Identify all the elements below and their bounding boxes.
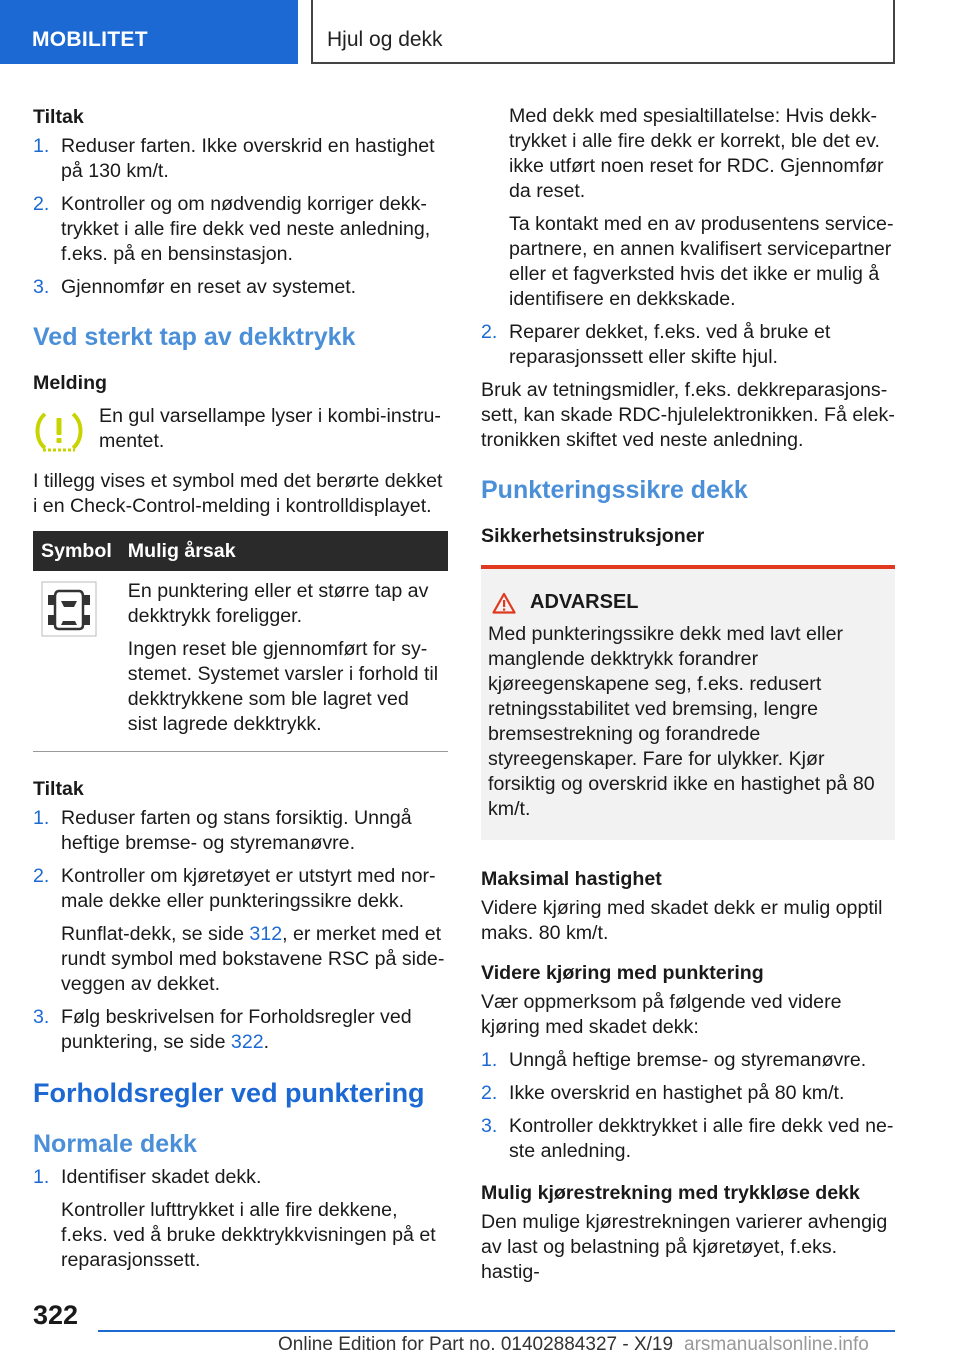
tiltak-heading-1: Tiltak <box>33 106 84 128</box>
table-header-arsak: Mulig årsak <box>120 531 448 571</box>
tire-pressure-lamp-icon <box>33 404 99 461</box>
videre-heading: Videre kjøring med punktering <box>481 962 764 984</box>
heading-normale-dekk: Normale dekk <box>33 1130 197 1158</box>
list-item: 2. Ikke overskrid en hastighet på 80 km/t. <box>481 1082 845 1104</box>
list-item: 3. Gjennomfør en reset av systemet. <box>33 276 357 298</box>
arsak-cell: En punktering eller et større tap av dekktrykk foreligger. Ingen reset ble gjennomført for systemet. Systemet varsler i forhold til dekktrykkene som ble lagret ved sist lagrede dekktrykk. <box>120 571 448 752</box>
table-header-symbol: Symbol <box>33 531 120 571</box>
tiltak-list-2 <box>33 806 448 1055</box>
list-item: 2. Reparer dekket, f.eks. ved å bruke et reparasjonssett eller skifte hjul. <box>481 321 831 368</box>
section-tab: MOBILITET <box>0 0 298 64</box>
warning-box <box>481 565 895 840</box>
list-item: 2. Kontroller om kjøretøyet er utstyrt med normale dekke eller punkteringssikre dekk. Runflat-dekk, se side 312, er merket med et rundt symbol med bokstavene RSC på sideveggen av dekket. <box>33 865 445 995</box>
videre-text: Vær oppmerksom på følgende ved videre kjøring med skadet dekk: <box>481 991 842 1038</box>
list-item: 3. Kontroller dekktrykket i alle fire dekk ved neste anledning. <box>481 1115 894 1162</box>
footer-edition: Online Edition for Part no. 01402884327 - X/19 <box>278 1334 674 1355</box>
list-item: 3. Følg beskrivelsen for Forholdsregler ved punktering, se side 322. <box>33 1006 412 1053</box>
left-column <box>33 100 448 1273</box>
list-item: 1. Reduser farten. Ikke overskrid en hastighet på 130 km/t. <box>33 135 435 182</box>
warning-message <box>33 404 448 461</box>
tetning-text: Bruk av tetningsmidler, f.eks. dekkreparasjonssett, kan skade RDC-hjulelektronikken. Få elektronikken skiftet ved neste anledning. <box>481 379 895 451</box>
list-item: 1. Unngå heftige bremse- og styremanøvre. <box>481 1049 867 1071</box>
right-column <box>481 100 895 1285</box>
heading-forholdsregler: Forholdsregler ved punktering <box>33 1078 425 1108</box>
sikkerhet-heading: Sikkerhetsinstruksjoner <box>481 525 705 547</box>
chapter-tab: Hjul og dekk <box>311 0 895 64</box>
page-number: 322 <box>33 1300 79 1330</box>
heading-punkteringssikre: Punkteringssikre dekk <box>481 476 748 504</box>
table-row <box>33 571 448 752</box>
melding-heading: Melding <box>33 372 108 394</box>
footer-watermark: arsmanualsonline.info <box>684 1334 869 1355</box>
heading-sterkt-tap: Ved sterkt tap av dekktrykk <box>33 323 356 351</box>
footer-divider <box>98 1330 895 1332</box>
dekk-spesial-text: Med dekk med spesialtillatelse: Hvis dekktrykket i alle fire dekk er korrekt, ble det ev. ikke utført noen reset for RDC. Gjennomfør da reset. <box>509 105 884 202</box>
symbol-intro: I tillegg vises et symbol med det berørte dekket i en Check-Control-melding i kontrolldisplayet. <box>33 470 443 517</box>
page-link-322[interactable]: 322 <box>230 1031 264 1053</box>
normale-list-cont <box>481 320 895 370</box>
page-link-312[interactable]: 312 <box>249 923 283 945</box>
normale-list <box>33 1165 448 1273</box>
maks-text: Videre kjøring med skadet dekk er mulig opptil maks. 80 km/t. <box>481 897 883 944</box>
symbol-table <box>33 531 448 752</box>
warning-title: ADVARSEL <box>488 591 887 614</box>
list-item: 2. Kontroller og om nødvendig korriger dekktrykket i alle fire dekk ved neste anledning, f.eks. på en bensinstasjon. <box>33 193 431 265</box>
symbol-cell <box>33 571 120 752</box>
mulig-heading: Mulig kjørestrekning med trykkløse dekk <box>481 1182 860 1204</box>
videre-list <box>481 1048 895 1164</box>
tiltak-list-1 <box>33 134 448 300</box>
list-item: 1. Identifiser skadet dekk. Kontroller lufttrykket i alle fire dekkene, f.eks. ved å bruke dekktrykkvisningen på et reparasjonssett. <box>33 1166 436 1271</box>
tiltak-heading-2: Tiltak <box>33 778 84 800</box>
warning-triangle-icon <box>492 592 516 614</box>
list-item: 1. Reduser farten og stans forsiktig. Unngå heftige bremse- og styremanøvre. <box>33 807 412 854</box>
warning-text: Med punkteringssikre dekk med lavt eller manglende dekktrykk forandrer kjøreegenskapene seg, f.eks. redusert retningsstabilitet ved bremsing, lengre bremsestrekning og forandrede styreegenskaper. Fare for ulykker. Kjør forsiktig og overskrid ikke en hastighet på 80 km/t. <box>488 623 875 820</box>
mulig-text: Den mulige kjørestrekningen varierer avhengig av last og belastning på kjøretøyet, f.eks. hastig- <box>481 1211 888 1283</box>
car-tire-warning-icon <box>41 581 97 637</box>
maks-heading: Maksimal hastighet <box>481 868 662 890</box>
melding-text: En gul varsellampe lyser i kombi-instrumentet. <box>99 405 441 452</box>
kontakt-text: Ta kontakt med en av produsentens servicepartnere, en annen kvalifisert servicepartner eller et fagverksted hvis det ikke er mulig å identifisere en dekkskade. <box>509 213 894 310</box>
